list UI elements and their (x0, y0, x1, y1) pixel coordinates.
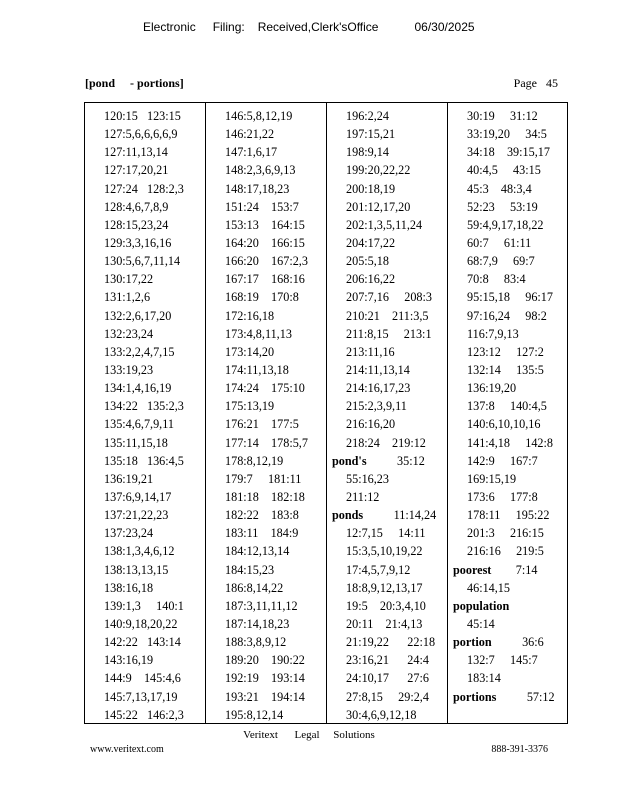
index-ref-line: 146:21,22 (225, 127, 275, 142)
index-ref-line: 187:3,11,11,12 (225, 598, 298, 613)
index-ref-line: 136:19,20 (467, 381, 517, 396)
index-ref-line: 127:24 128:2,3 (104, 181, 184, 196)
index-ref-line: 196:2,24 (346, 109, 389, 123)
index-ref-line: 128:15,23,24 (104, 217, 169, 232)
index-ref-line: 45:14 (467, 616, 495, 631)
index-ref-line: 182:22 183:8 (225, 508, 299, 523)
index-ref-line: 137:6,9,14,17 (104, 489, 172, 504)
page-indicator (514, 76, 558, 91)
index-ref-line: 140:9,18,20,22 (104, 616, 178, 631)
index-ref-line: 178:11 195:22 (467, 508, 550, 523)
index-column-3 (327, 103, 448, 723)
index-ref-line: 135:11,15,18 (104, 435, 168, 450)
index-ref-line: 27:8,15 29:2,4 (346, 689, 429, 704)
index-ref-line: 173:6 177:8 (467, 489, 538, 504)
index-ref-line: 193:21 194:14 (225, 689, 305, 704)
index-ref-line: 214:16,17,23 (346, 381, 411, 396)
index-ref-line: 181:18 182:18 (225, 489, 305, 504)
stamp-filing: Filing: (212, 20, 245, 34)
index-ref-line: 174:24 175:10 (225, 381, 305, 396)
index-ref-line: 135:18 136:4,5 (104, 453, 184, 468)
index-ref-line: 129:3,3,16,16 (104, 235, 172, 250)
index-ref-line: 146:5,8,12,19 (225, 109, 293, 123)
index-ref-line: 142:22 143:14 (104, 635, 181, 650)
index-ref-line: 145:7,13,17,19 (104, 689, 178, 704)
index-ref-line: 131:1,2,6 (104, 290, 151, 305)
index-ref-line: 139:1,3 140:1 (104, 598, 184, 613)
index-ref-line: 132:2,6,17,20 (104, 308, 172, 323)
index-ref-line: 176:21 177:5 (225, 417, 299, 432)
index-ref-line: 199:20,22,22 (346, 163, 411, 178)
index-ref-line: 46:14,15 (467, 580, 510, 595)
index-ref-line: 21:19,22 22:18 (346, 635, 436, 650)
index-ref-line: 173:4,8,11,13 (225, 326, 292, 341)
index-ref-line: 184:12,13,14 (225, 544, 290, 559)
index-ref-line: 214:11,13,14 (346, 362, 410, 377)
index-ref-line: 60:7 61:11 (467, 235, 532, 250)
index-ref-line: 143:16,19 (104, 653, 154, 668)
index-ref-line: 130:5,6,7,11,14 (104, 254, 181, 269)
index-ref-line: 70:8 83:4 (467, 272, 526, 287)
stamp-electronic: Electronic (143, 20, 196, 34)
footer-website: www.veritext.com (90, 744, 164, 755)
index-ref-line: 116:7,9,13 (467, 326, 519, 341)
index-term: poorest (453, 562, 492, 577)
stamp-received: Received,Clerk'sOffice (257, 20, 379, 34)
index-column-4 (448, 103, 567, 723)
index-ref-line: 172:16,18 (225, 308, 275, 323)
index-term-line (448, 633, 567, 651)
index-ref-line: 186:8,14,22 (225, 580, 284, 595)
index-term: ponds (332, 508, 364, 523)
electronic-filing-stamp (143, 20, 475, 34)
index-ref-line: 177:14 178:5,7 (225, 435, 308, 450)
index-term: portions (453, 689, 497, 704)
index-ref-line: 216:16,20 (346, 417, 396, 432)
index-ref-line: 30:19 31:12 (467, 109, 538, 123)
index-ref-line: 179:7 181:11 (225, 471, 302, 486)
index-ref-line: 141:4,18 142:8 (467, 435, 553, 450)
index-ref-line: 151:24 153:7 (225, 199, 299, 214)
index-ref-line: 19:5 20:3,4,10 (346, 598, 426, 613)
index-ref-line: 59:4,9,17,18,22 (467, 217, 544, 232)
index-ref-line: 153:13 164:15 (225, 217, 305, 232)
index-ref-line: 138:1,3,4,6,12 (104, 544, 175, 559)
index-ref-line: 216:16 219:5 (467, 544, 544, 559)
index-ref-line: 34:18 39:15,17 (467, 145, 550, 160)
index-ref-line: 202:1,3,5,11,24 (346, 217, 423, 232)
index-term-line (327, 452, 447, 470)
index-ref-line: 148:17,18,23 (225, 181, 290, 196)
index-ref-line: 52:23 53:19 (467, 199, 538, 214)
index-ref-line: 127:17,20,21 (104, 163, 169, 178)
index-ref-line: 30:4,6,9,12,18 (346, 707, 417, 722)
index-ref-line: 95:15,18 96:17 (467, 290, 553, 305)
index-ref-line: 134:22 135:2,3 (104, 399, 184, 414)
index-ref-line: 142:9 167:7 (467, 453, 538, 468)
index-ref-line: 55:16,23 (346, 471, 389, 486)
stamp-date: 06/30/2025 (414, 20, 475, 34)
index-term: pond's (332, 453, 367, 468)
index-ref-line: 207:7,16 208:3 (346, 290, 432, 305)
index-ref-line: 200:18,19 (346, 181, 396, 196)
index-ref-line: 211:12 (346, 489, 380, 504)
index-term: population (453, 598, 510, 613)
index-ref-line: 132:23,24 (104, 326, 154, 341)
index-column-2 (206, 103, 327, 723)
word-index-table (84, 102, 568, 724)
footer-phone: 888-391-3376 (491, 744, 548, 755)
index-ref-line: 215:2,3,9,11 (346, 399, 407, 414)
footer-company: Veritext Legal Solutions (243, 729, 375, 741)
index-ref-line: 130:17,22 (104, 272, 154, 287)
index-ref-line: 133:19,23 (104, 362, 154, 377)
index-ref-line: 68:7,9 69:7 (467, 254, 535, 269)
index-ref-line: 136:19,21 (104, 471, 154, 486)
index-ref-line: 12:7,15 14:11 (346, 526, 426, 541)
index-ref-line: 133:2,2,4,7,15 (104, 344, 175, 359)
index-ref-line: 40:4,5 43:15 (467, 163, 541, 178)
index-ref-line: 132:7 145:7 (467, 653, 538, 668)
index-ref-line: 137:8 140:4,5 (467, 399, 547, 414)
index-term-line (327, 506, 447, 524)
index-ref-line: 20:11 21:4,13 (346, 616, 423, 631)
index-ref-line: 120:15 123:15 (104, 109, 181, 123)
index-ref-line: 45:3 48:3,4 (467, 181, 532, 196)
index-ref-line: 138:16,18 (104, 580, 154, 595)
index-ref-line: 135:4,6,7,9,11 (104, 417, 174, 432)
index-ref-line: 167:17 168:16 (225, 272, 305, 287)
index-ref-line: 192:19 193:14 (225, 671, 305, 686)
index-ref-line: 144:9 145:4,6 (104, 671, 181, 686)
index-ref-line: 97:16,24 98:2 (467, 308, 547, 323)
index-ref-line: 175:13,19 (225, 399, 275, 414)
index-ref-line: 178:8,12,19 (225, 453, 284, 468)
index-term-line (448, 597, 567, 615)
index-column-1 (85, 103, 206, 723)
index-ref-line: 145:22 146:2,3 (104, 707, 184, 722)
index-term-refs: 35:12 (366, 453, 425, 468)
index-ref-line: 188:3,8,9,12 (225, 635, 287, 650)
index-ref-line: 132:14 135:5 (467, 362, 544, 377)
index-ref-line: 127:11,13,14 (104, 145, 168, 160)
index-ref-line: 137:23,24 (104, 526, 154, 541)
index-ref-line: 17:4,5,7,9,12 (346, 562, 411, 577)
index-ref-line: 128:4,6,7,8,9 (104, 199, 169, 214)
index-ref-line: 134:1,4,16,19 (104, 381, 172, 396)
index-ref-line: 206:16,22 (346, 272, 396, 287)
index-ref-line: 183:11 184:9 (225, 526, 299, 541)
index-term-refs: 36:6 (491, 635, 544, 650)
index-ref-line: 218:24 219:12 (346, 435, 426, 450)
index-term-line (448, 561, 567, 579)
index-ref-line: 147:1,6,17 (225, 145, 278, 160)
index-ref-line: 123:12 127:2 (467, 344, 544, 359)
index-ref-line: 169:15,19 (467, 471, 517, 486)
page-label: Page (513, 76, 537, 90)
index-ref-line: 201:12,17,20 (346, 199, 411, 214)
index-ref-line: 173:14,20 (225, 344, 275, 359)
index-ref-line: 15:3,5,10,19,22 (346, 544, 423, 559)
index-ref-line: 127:5,6,6,6,6,9 (104, 127, 178, 142)
index-term: portion (453, 635, 492, 650)
index-ref-line: 140:6,10,10,16 (467, 417, 541, 432)
index-ref-line: 18:8,9,12,13,17 (346, 580, 423, 595)
index-ref-line: 195:8,12,14 (225, 707, 284, 722)
index-ref-line: 23:16,21 24:4 (346, 653, 429, 668)
index-ref-line: 205:5,18 (346, 254, 389, 269)
index-ref-line: 137:21,22,23 (104, 508, 169, 523)
index-ref-line: 148:2,3,6,9,13 (225, 163, 296, 178)
index-term-refs: 7:14 (491, 562, 538, 577)
index-range-header: [pond - portions] (85, 76, 184, 90)
index-ref-line: 187:14,18,23 (225, 616, 290, 631)
index-ref-line: 166:20 167:2,3 (225, 254, 308, 269)
index-ref-line: 197:15,21 (346, 127, 396, 142)
index-ref-line: 204:17,22 (346, 235, 396, 250)
index-ref-line: 174:11,13,18 (225, 362, 289, 377)
index-ref-line: 184:15,23 (225, 562, 275, 577)
index-ref-line: 198:9,14 (346, 145, 389, 160)
index-ref-line: 213:11,16 (346, 344, 395, 359)
index-term-refs: 57:12 (496, 689, 555, 704)
index-ref-line: 183:14 (467, 671, 501, 686)
index-ref-line: 211:8,15 213:1 (346, 326, 432, 341)
index-term-line (448, 688, 567, 706)
index-ref-line: 201:3 216:15 (467, 526, 544, 541)
index-ref-line: 33:19,20 34:5 (467, 127, 547, 142)
index-ref-line: 164:20 166:15 (225, 235, 305, 250)
index-ref-line: 24:10,17 27:6 (346, 671, 429, 686)
index-ref-line: 168:19 170:8 (225, 290, 299, 305)
index-ref-line: 210:21 211:3,5 (346, 308, 429, 323)
page-number: 45 (546, 76, 558, 90)
index-ref-line: 138:13,13,15 (104, 562, 169, 577)
index-ref-line: 189:20 190:22 (225, 653, 305, 668)
index-term-refs: 11:14,24 (363, 508, 437, 523)
